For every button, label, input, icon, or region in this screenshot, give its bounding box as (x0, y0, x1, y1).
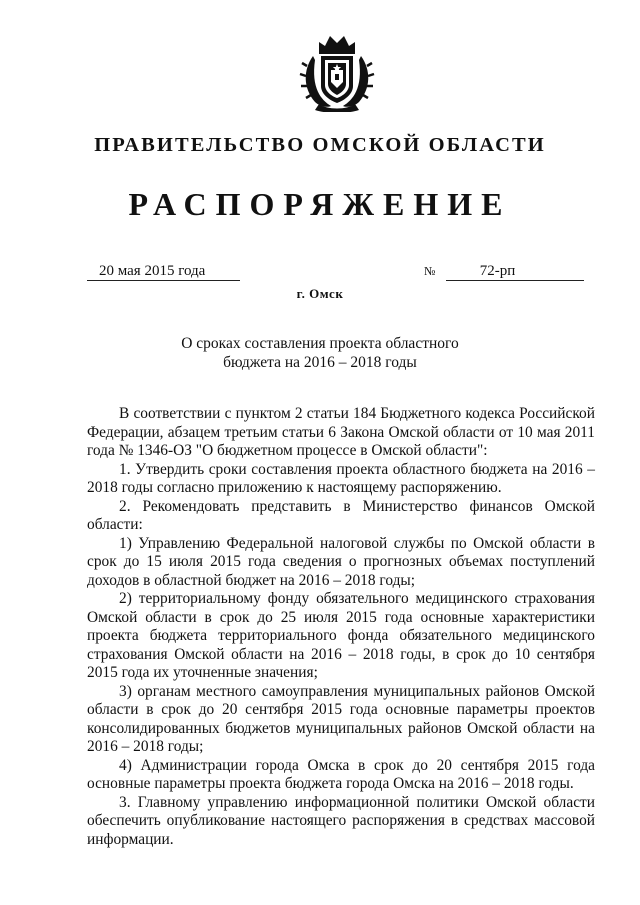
body-paragraph-preamble: В соответствии с пунктом 2 статьи 184 Бюджетного кодекса Российской Федерации, абзацем третьим статьи 6 Закона Омской области от 10 мая 2011 года № 1346-ОЗ "О бюджетном процессе в Омской области": (87, 405, 595, 459)
body-paragraph-item-1: 1. Утвердить сроки составления проекта областного бюджета на 2016 – 2018 годы согласно приложению к настоящему распоряжению. (87, 460, 595, 496)
government-title: ПРАВИТЕЛЬСТВО ОМСКОЙ ОБЛАСТИ (94, 134, 546, 156)
document-subject (0, 334, 640, 372)
number-label: № (424, 264, 436, 278)
omsk-region-coat-of-arms-icon (297, 30, 377, 112)
document-type-title: РАСПОРЯЖЕНИЕ (128, 186, 512, 222)
body-paragraph-item-2: 2. Рекомендовать представить в Министерство финансов Омской области: (87, 497, 595, 533)
document-date: 20 мая 2015 года (87, 262, 240, 281)
body-paragraph-subitem-2: 2) территориальному фонду обязательного медицинского страхования Омской области в срок до 25 июля 2015 года основные характеристики проекта бюджета территориального фонда обязательного медицинского страхования Омской области на 2016 – 2018 годы, в срок до 10 сентября 2015 года их уточненные значения; (87, 590, 595, 681)
body-paragraph-item-3: 3. Главному управлению информационной политики Омской области обеспечить опубликование настоящего распоряжения в средствах массовой информации. (87, 793, 595, 848)
subject-line-2: бюджета на 2016 – 2018 годы (223, 354, 417, 371)
document-city: г. Омск (296, 286, 344, 301)
body-paragraph-subitem-4: 4) Администрации города Омска в срок до 20 сентября 2015 года основные параметры проекта бюджета города Омска на 2016 – 2018 годы. (87, 756, 595, 792)
document-body (87, 405, 595, 849)
subject-line-1: О сроках составления проекта областного (181, 335, 459, 352)
body-paragraph-subitem-3: 3) органам местного самоуправления муниципальных районов Омской области в срок до 20 сентября 2015 года основные параметры проектов консолидированных бюджетов муниципальных районов Омской области на 2016 – 2018 годы; (87, 682, 595, 755)
body-paragraph-subitem-1: 1) Управлению Федеральной налоговой службы по Омской области в срок до 15 июля 2015 года сведения о прогнозных объемах поступлений доходов в областной бюджет на 2016 – 2018 годы; (87, 534, 595, 589)
document-number: 72-рп (446, 262, 584, 281)
document-number-field (424, 262, 584, 281)
